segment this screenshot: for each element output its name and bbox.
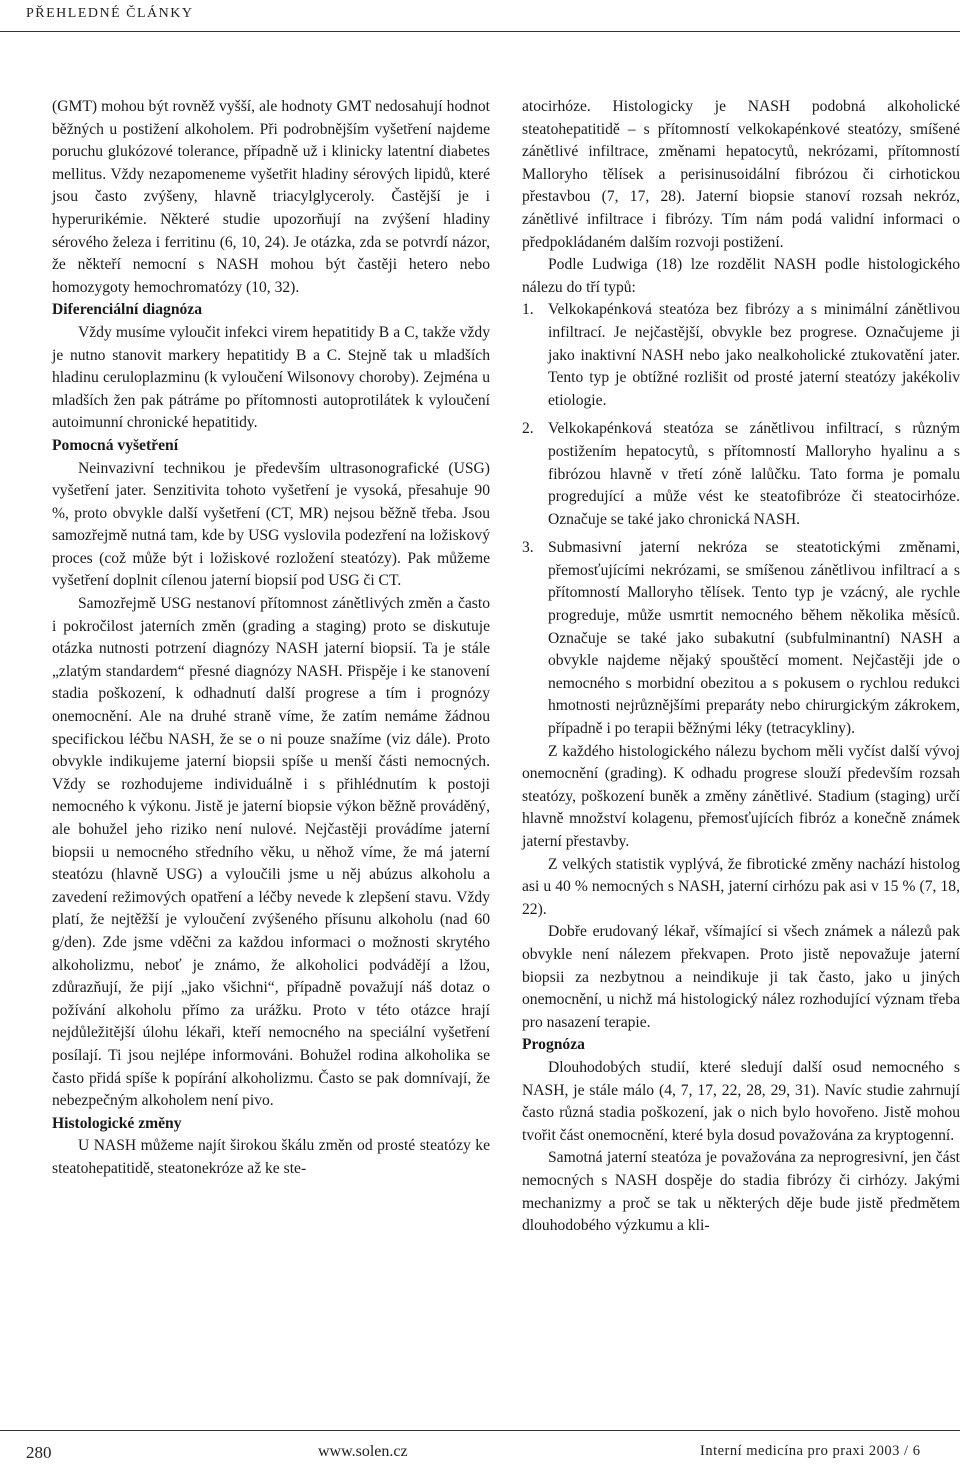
- paragraph-histology-continued: atocirhóze. Histologicky je NASH podobná alkoholické steatohepatitidě – s přítomností velkokapénkové steatózy, smíšené zánětlivé infiltrace, změnami hepatocytů, nekrózami, přítomností Malloryho tělísek a perisinusoidální fibrózou či cirhotickou přestavbou (7, 17, 28). Jaterní biopsie stanoví rozsah nekróz, zánětlivé infiltrace i fibrózy. Tím nám podá validní informaci o předpokládaném dalším rozvoji postižení.: [522, 98, 960, 251]
- list-item: [522, 537, 960, 740]
- right-column: [522, 96, 960, 1238]
- list-item-number: 3.: [522, 539, 534, 557]
- paragraph-prognosis-steatosis: Samotná jaterní steatóza je považována za neprogresivní, jen část nemocných s NASH dospěje do stadia fibrózy či cirhózy. Jakými mechanizmy a proč se tak u některých děje bude jistě předmětem dlouhodobého výzkumu a kli-: [522, 1149, 960, 1235]
- list-item: [522, 418, 960, 531]
- list-item-number: 1.: [522, 301, 534, 319]
- heading-auxiliary-examinations: Pomocná vyšetření: [52, 436, 179, 454]
- list-item: [522, 299, 960, 412]
- histology-type-list: [522, 299, 960, 740]
- left-column: [52, 96, 490, 1181]
- heading-differential-diagnosis: Diferenciální diagnóza: [52, 301, 203, 319]
- paragraph-experienced-physician: Dobře erudovaný lékař, všímající si všech známek a nálezů pak obvykle není nálezem překvapen. Proto jistě nepovažuje jaterní biopsii za nezbytnou a neindikuje ji tak často, jako u jiných onemocnění, u nichž má histologický nález rozhodující význam třeba pro nasazení terapie.: [522, 923, 960, 1031]
- paragraph-liver-biopsy: Samozřejmě USG nestanoví přítomnost zánětlivých změn a často i pokročilost jaterních změn (grading a staging) proto se diskutuje otázka nutnosti potrzení diagnózy NASH jaterní biopsií. Ta je stále „zlatým standardem“ přesné diagnózy NASH. Přispěje i ke stanovení stadia poškození, k odhadnutí další progrese a tím i prognózy onemocnění. Ale na druhé straně víme, že zatím nemáme žádnou specifickou léčbu NASH, že se o ni pouze snažíme (viz dále). Proto obvykle indikujeme jaterní biopsii spíše u menší části nemocných. Vždy se rozhodujeme individuálně i s přihlédnutím k postoji nemocného k výkonu. Jistě je jaterní biopsie výkon běžně prováděný, ale bohužel jeho riziko není nulové. Nejčastěji provádíme jaterní biopsii u nemocného středního věku, u něhož víme, že má jaterní steatózu (hlavně USG) a vyloučili jsme u něj abúzus alkoholu a zavedení režimových opatření a léčby nevede k zlepšení stavu. Vždy platí, že nejtěžší je vyloučení zvýšeného přísunu alkoholu (nad 60 g/den). Zde jsme vděčni za každou informaci o možnosti skrytého alkoholizmu, neboť je známo, že alkoholici podvádějí a lžou, zdůrazňují, že pijí „jako všichni“, případně považují náš dotaz o požívání alkoholu přímo za urážku. Proto v této otázce hrají nejdůležitější úlohu lékaři, kteří nemocného na speciální vyšetření posílají. Ti jsou nejlépe informováni. Bohužel rodina alkoholika se často přidá spíše k popírání alkoholizmu. Často se pak domnívají, že nebezpečným alkoholem není pivo.: [52, 595, 490, 1110]
- paragraph-grading-staging: Z každého histologického nálezu bychom měli vyčíst další vývoj onemocnění (grading). K odhadu progrese slouží především rozsah steatózy, poškození buněk a změny zánětlivé. Stadium (staging) určí hlavně množství kolagenu, přemosťujících fibróz a konečně známek jaterní přestavby.: [522, 742, 960, 850]
- journal-citation: Interní medicína pro praxi 2003 / 6: [700, 1443, 921, 1459]
- paragraph-histological-changes: U NASH můžeme najít širokou škálu změn od prosté steatózy ke steatohepatitidě, steatonekróze až ke ste-: [52, 1137, 490, 1177]
- paragraph-ultrasonography: Neinvazivní technikou je především ultrasonografické (USG) vyšetření jater. Senzitivita tohoto vyšetření je vysoká, přesahuje 90 %, proto obvykle další vyšetření (CT, MR) nejsou běžně třeba. Jsou samozřejmě nutná tam, kde by USG vyslovila podezření na ložiskový proces (což může být i ložiskové rozložení steatózy). Pak můžeme vyšetření doplnit cílenou jaterní biopsií pod USG či CT.: [52, 459, 490, 590]
- paragraph-differential-diagnosis: Vždy musíme vyloučit infekci virem hepatitidy B a C, takže vždy je nutno stanovit markery hepatitidy B a C. Stejně tak u mladších hladinu ceruloplazminu (k vyloučení Wilsonovy choroby). Zejména u mladších žen pak pátráme po přítomnosti autoprotilátek k vyloučení autoimunní chronické hepatitidy.: [52, 323, 490, 432]
- page-number: 280: [26, 1443, 52, 1462]
- list-item-number: 2.: [522, 420, 534, 438]
- heading-prognosis: Prognóza: [522, 1036, 585, 1054]
- footer-divider: [0, 1430, 960, 1431]
- paragraph-prognosis-studies: Dlouhodobých studií, které sledují další osud nemocného s NASH, je stále málo (4, 7, 17, 22, 28, 29, 31). Navíc studie zahrnují často různá stadia poškození, jak o nich bylo hovořeno. Jistě mohou tvořit část onemocnění, které byla dosud považována za kryptogenní.: [522, 1058, 960, 1144]
- list-item-text: Submasivní jaterní nekróza se steatotickými změnami, přemosťujícími nekrózami, se smíšenou zánětlivou infiltrací a s přítomností Malloryho tělísek. Tento typ je vzácný, ale rychle progreduje, může usmrtit nemocného během několika měsíců. Označuje se také jako subakutní (subfulminantní) NASH a obvykle najdeme nějaký spouštěcí moment. Nejčastěji jde o nemocného s morbidní obezitou a s pokusem o rychlou redukci hmotnosti nejrůznějšími preparáty nebo chirurgickým zákrokem, případně i po terapii běžnými léky (tetracykliny).: [548, 539, 960, 738]
- paragraph-lab-findings: (GMT) mohou být rovněž vyšší, ale hodnoty GMT nedosahují hodnot běžných u postižení alkoholem. Při podrobnějším vyšetření najdeme poruchu glukózové tolerance, případně už i klinicky latentní diabetes mellitus. Vždy nezapomeneme vyšetřit hladiny sérových lipidů, které jsou často zvýšeny, hlavně triacylglyceroly. Častější je i hyperurikémie. Některé studie upozorňují na zvýšení hladiny sérového železa i ferritinu (6, 10, 24). Je otázka, zda se potvrdí názor, že někteří nemocní s NASH mohou být častěji hetero nebo homozygoty hemochromatózy (10, 32).: [52, 98, 490, 296]
- list-item-text: Velkokapénková steatóza bez fibrózy a s minimální zánětlivou infiltrací. Je nejčastější, obvykle bez progrese. Označujeme ji jako inaktivní NASH nebo jako nealkoholické ztukovatění jater. Tento typ je obtížné rozlišit od prosté jaterní steatózy jakékoliv etiologie.: [548, 301, 960, 409]
- paragraph-ludwig-classification: Podle Ludwiga (18) lze rozdělit NASH podle histologického nálezu do tří typů:: [522, 256, 960, 296]
- section-label: PŘEHLEDNÉ ČLÁNKY: [26, 6, 194, 21]
- header-bar: [0, 0, 960, 32]
- paragraph-statistics: Z velkých statistik vyplývá, že fibrotické změny nachází histolog asi u 40 % nemocných s NASH, jaterní cirhózu pak asi v 15 % (7, 18, 22).: [522, 855, 960, 918]
- list-item-text: Velkokapénková steatóza se zánětlivou infiltrací, s různým postižením hepatocytů, s přítomností Malloryho hyalinu a s fibrózou hlavně v třetí zóně lalůčku. Tato forma je pomalu progredující a může vést ke steatofibróze či steatocirhóze. Označuje se také jako chronická NASH.: [548, 420, 960, 528]
- website-link[interactable]: www.solen.cz: [318, 1443, 408, 1460]
- heading-histological-changes: Histologické změny: [52, 1114, 182, 1132]
